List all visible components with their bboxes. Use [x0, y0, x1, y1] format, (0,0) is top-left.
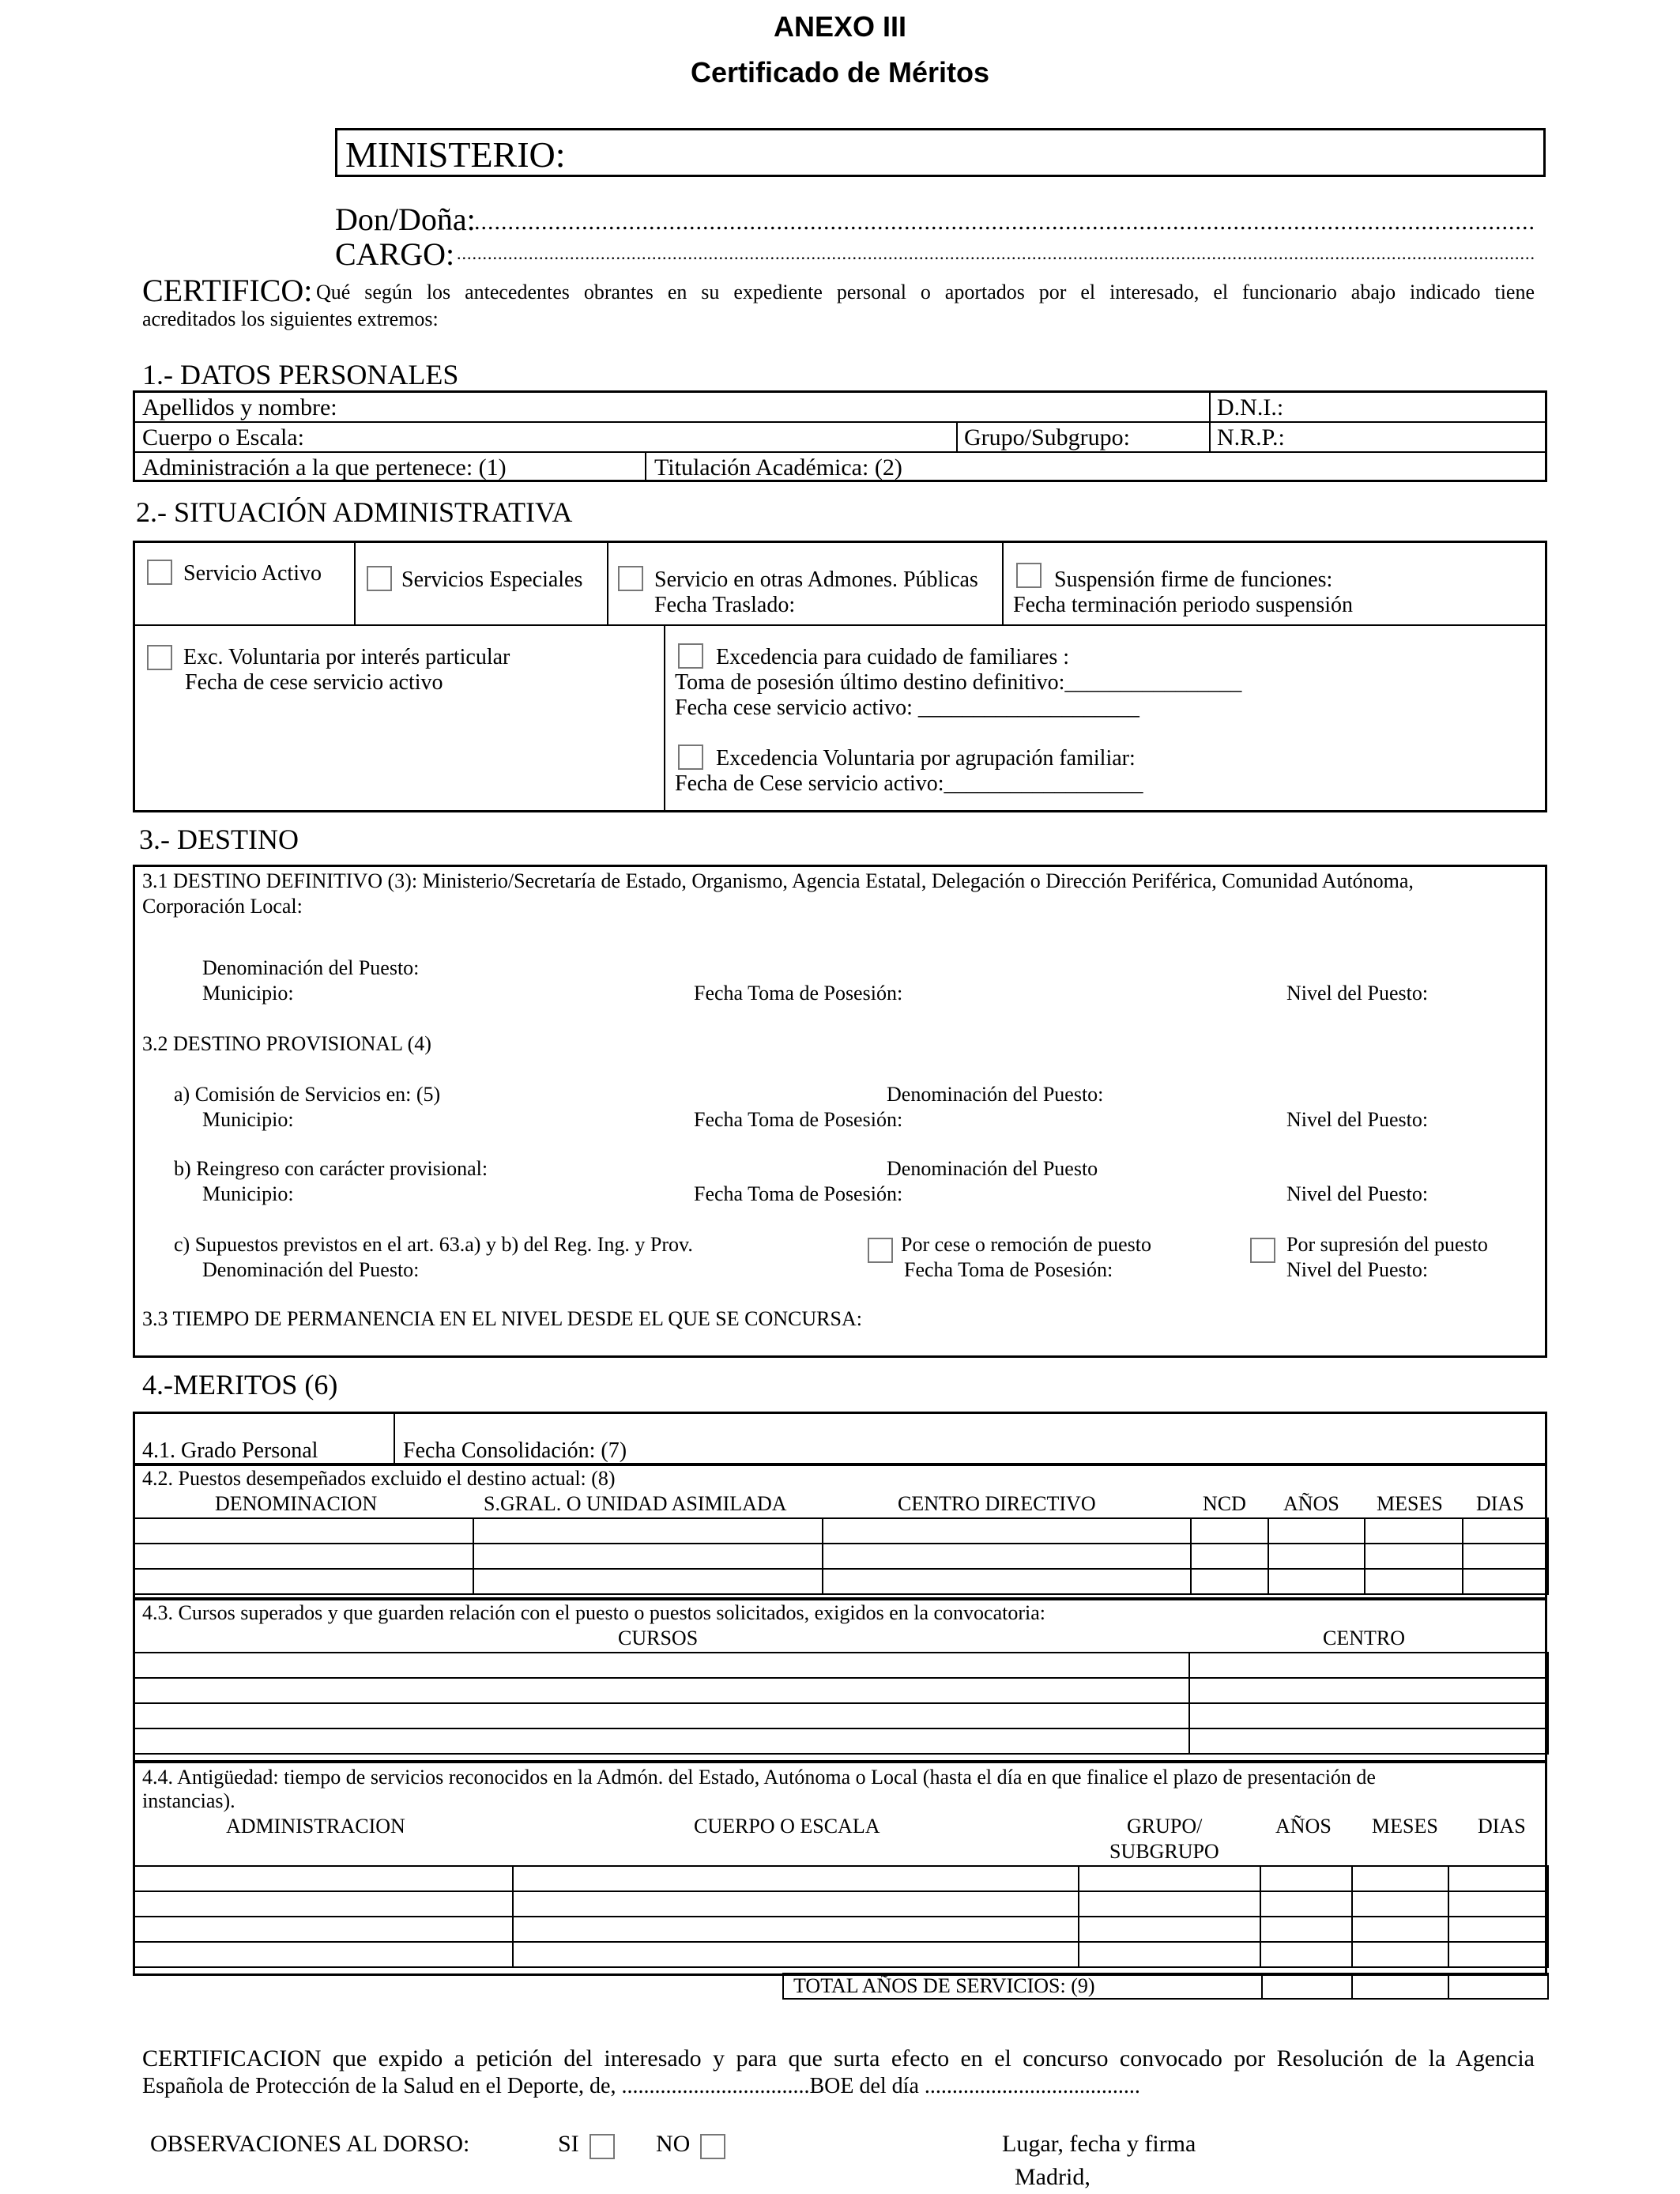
titulacion-field[interactable]: Titulación Académica: (2)	[654, 454, 902, 481]
antiguedad-header-anos: AÑOS	[1275, 1815, 1332, 1838]
exc-familiares-checkbox[interactable]	[678, 643, 703, 669]
fecha-suspension-label: Fecha terminación periodo suspensión	[1013, 593, 1354, 617]
reingreso-municipio-label: Municipio:	[202, 1182, 294, 1205]
destino-definitivo-line2: Corporación Local:	[142, 895, 303, 918]
fecha-consolidacion-label: Fecha Consolidación: (7)	[403, 1438, 627, 1463]
certifico-text-line2: acreditados los siguientes extremos:	[142, 307, 439, 330]
cursos-header-cursos: CURSOS	[618, 1627, 699, 1649]
antiguedad-header-meses: MESES	[1372, 1815, 1438, 1838]
supuestos-fecha-label: Fecha Toma de Posesión:	[904, 1258, 1113, 1281]
section4-title: 4.-MERITOS (6)	[142, 1369, 338, 1400]
section2-title: 2.- SITUACIÓN ADMINISTRATIVA	[136, 496, 573, 528]
reingreso-denominacion-label: Denominación del Puesto	[887, 1157, 1098, 1180]
cursos-header-centro: CENTRO	[1323, 1627, 1405, 1649]
puestos-header-centro: CENTRO DIRECTIVO	[898, 1492, 1096, 1515]
apellidos-field[interactable]: Apellidos y nombre:	[142, 394, 337, 420]
comision-denominacion-label: Denominación del Puesto:	[887, 1083, 1104, 1106]
fecha-cese-field[interactable]: Fecha cese servicio activo: ____________________	[675, 696, 1139, 720]
table-row[interactable]	[134, 1678, 1548, 1703]
lugar-fecha-firma-label: Lugar, fecha y firma	[1002, 2131, 1196, 2157]
dni-field[interactable]: D.N.I.:	[1217, 394, 1284, 420]
supuestos-denominacion-label: Denominación del Puesto:	[202, 1258, 420, 1281]
madrid-label: Madrid,	[1015, 2164, 1090, 2190]
table-row[interactable]	[134, 1518, 1548, 1544]
exc-voluntaria-label: Exc. Voluntaria por interés particular	[183, 645, 510, 669]
section1-title: 1.- DATOS PERSONALES	[142, 359, 459, 390]
servicios-especiales-checkbox[interactable]	[367, 566, 392, 591]
name-label: Don/Doña:	[335, 202, 476, 237]
si-checkbox[interactable]	[590, 2134, 615, 2159]
antiguedad-title-line1: 4.4. Antigüedad: tiempo de servicios reconocidos en la Admón. del Estado, Autónoma o Local (hasta el día en que finalice el plazo de presentación de	[142, 1766, 1376, 1789]
antiguedad-title-line2: instancias).	[142, 1789, 235, 1812]
puestos-header-ncd: NCD	[1203, 1492, 1246, 1515]
certificacion-line2: Española de Protección de la Salud en el Deporte, de, ..................................BOE del día .......................................	[142, 2074, 1140, 2098]
otras-admones-checkbox[interactable]	[618, 566, 643, 591]
supresion-label: Por supresión del puesto	[1286, 1233, 1488, 1256]
puestos-table	[133, 1517, 1549, 1595]
servicio-activo-label: Servicio Activo	[183, 561, 322, 586]
certifico-text-line1: Qué según los antecedentes obrantes en su expediente personal o aportados por el interesado, el funcionario abajo indicado tiene	[316, 281, 1535, 303]
puestos-header-anos: AÑOS	[1283, 1492, 1339, 1515]
observaciones-label: OBSERVACIONES AL DORSO:	[150, 2131, 470, 2157]
cese-remocion-checkbox[interactable]	[868, 1238, 893, 1263]
exc-familiares-label: Excedencia para cuidado de familiares :	[716, 645, 1069, 669]
total-label: TOTAL AÑOS DE SERVICIOS: (9)	[793, 1974, 1095, 1997]
table-row[interactable]	[134, 1891, 1548, 1917]
table-row[interactable]	[134, 1917, 1548, 1942]
denominacion-label: Denominación del Puesto:	[202, 956, 420, 979]
antiguedad-table	[133, 1865, 1549, 1968]
reingreso-fecha-label: Fecha Toma de Posesión:	[694, 1182, 903, 1205]
annex-title: ANEXO III	[773, 10, 907, 43]
supuestos-label: c) Supuestos previstos en el art. 63.a) y b) del Reg. Ing. y Prov.	[174, 1233, 693, 1256]
total-row	[782, 1973, 1549, 2000]
grupo-field[interactable]: Grupo/Subgrupo:	[964, 424, 1130, 450]
antiguedad-header-grupo: GRUPO/	[1127, 1815, 1203, 1838]
puestos-header-dias: DIAS	[1476, 1492, 1524, 1515]
grado-personal-label: 4.1. Grado Personal	[142, 1438, 318, 1463]
table-row[interactable]	[134, 1544, 1548, 1569]
document-title: Certificado de Méritos	[690, 56, 990, 89]
comision-label: a) Comisión de Servicios en: (5)	[174, 1083, 441, 1106]
fecha-cese-agrupacion-field[interactable]: Fecha de Cese servicio activo:__________________	[675, 771, 1143, 796]
puestos-header-meses: MESES	[1377, 1492, 1443, 1515]
puestos-title: 4.2. Puestos desempeñados excluido el destino actual: (8)	[142, 1467, 616, 1490]
certifico-label: CERTIFICO:	[142, 273, 313, 308]
cargo-field[interactable]	[457, 245, 1535, 262]
supresion-checkbox[interactable]	[1250, 1238, 1275, 1263]
fecha-cese-activo-label: Fecha de cese servicio activo	[185, 670, 443, 695]
fecha-traslado-label: Fecha Traslado:	[654, 593, 796, 617]
reingreso-nivel-label: Nivel del Puesto:	[1286, 1182, 1429, 1205]
table-row[interactable]	[134, 1703, 1548, 1728]
certificacion-line1: CERTIFICACION que expido a petición del interesado y para que surta efecto en el concurso convocado por Resolución de la Agencia	[142, 2045, 1535, 2071]
suspension-checkbox[interactable]	[1016, 563, 1042, 588]
grado-personal-row	[133, 1412, 1547, 1465]
fecha-toma-label: Fecha Toma de Posesión:	[694, 982, 903, 1005]
antiguedad-header-administracion: ADMINISTRACION	[226, 1815, 405, 1838]
table-row[interactable]	[134, 1569, 1548, 1594]
no-label: NO	[656, 2131, 691, 2157]
servicio-activo-checkbox[interactable]	[147, 560, 172, 585]
table-row[interactable]	[134, 1866, 1548, 1891]
antiguedad-header-cuerpo: CUERPO O ESCALA	[694, 1815, 880, 1838]
antiguedad-header-dias: DIAS	[1478, 1815, 1526, 1838]
otras-admones-label: Servicio en otras Admones. Públicas	[654, 567, 978, 592]
table-row[interactable]	[134, 1728, 1548, 1754]
table-row[interactable]	[134, 1942, 1548, 1967]
nrp-field[interactable]: N.R.P.:	[1217, 424, 1285, 450]
ministry-box[interactable]	[335, 128, 1546, 177]
comision-municipio-label: Municipio:	[202, 1108, 294, 1131]
cursos-title: 4.3. Cursos superados y que guarden relación con el puesto o puestos solicitados, exigidos en la convocatoria:	[142, 1601, 1046, 1624]
exc-agrupacion-checkbox[interactable]	[678, 745, 703, 770]
name-field[interactable]	[474, 210, 1535, 234]
puestos-header-unidad: S.GRAL. O UNIDAD ASIMILADA	[484, 1492, 787, 1515]
si-label: SI	[558, 2131, 579, 2157]
section3-title: 3.- DESTINO	[139, 824, 299, 855]
destino-provisional-label: 3.2 DESTINO PROVISIONAL (4)	[142, 1032, 431, 1055]
toma-posesion-field[interactable]: Toma de posesión último destino definitivo:________________	[675, 670, 1242, 695]
comision-fecha-label: Fecha Toma de Posesión:	[694, 1108, 903, 1131]
supuestos-nivel-label: Nivel del Puesto:	[1286, 1258, 1429, 1281]
administracion-field[interactable]: Administración a la que pertenece: (1)	[142, 454, 507, 481]
exc-voluntaria-checkbox[interactable]	[147, 645, 172, 670]
cargo-label: CARGO:	[335, 236, 455, 272]
cese-remocion-label: Por cese o remoción de puesto	[901, 1233, 1151, 1256]
table-row[interactable]	[134, 1653, 1548, 1678]
reingreso-label: b) Reingreso con carácter provisional:	[174, 1157, 488, 1180]
puestos-header-denominacion: DENOMINACION	[215, 1492, 378, 1515]
comision-nivel-label: Nivel del Puesto:	[1286, 1108, 1429, 1131]
antiguedad-header-subgrupo: SUBGRUPO	[1109, 1840, 1219, 1863]
suspension-label: Suspensión firme de funciones:	[1054, 567, 1333, 592]
cuerpo-field[interactable]: Cuerpo o Escala:	[142, 424, 304, 450]
servicios-especiales-label: Servicios Especiales	[401, 567, 583, 592]
no-checkbox[interactable]	[700, 2134, 725, 2159]
municipio-label: Municipio:	[202, 982, 294, 1005]
ministry-label: MINISTERIO:	[345, 134, 566, 175]
destino-definitivo-line1: 3.1 DESTINO DEFINITIVO (3): Ministerio/Secretaría de Estado, Organismo, Agencia Estatal, Delegación o Dirección Periférica, Comunidad Autónoma,	[142, 869, 1414, 892]
nivel-label: Nivel del Puesto:	[1286, 982, 1429, 1005]
tiempo-permanencia-label: 3.3 TIEMPO DE PERMANENCIA EN EL NIVEL DESDE EL QUE SE CONCURSA:	[142, 1307, 862, 1330]
exc-agrupacion-label: Excedencia Voluntaria por agrupación familiar:	[716, 746, 1136, 771]
cursos-table	[133, 1652, 1549, 1755]
